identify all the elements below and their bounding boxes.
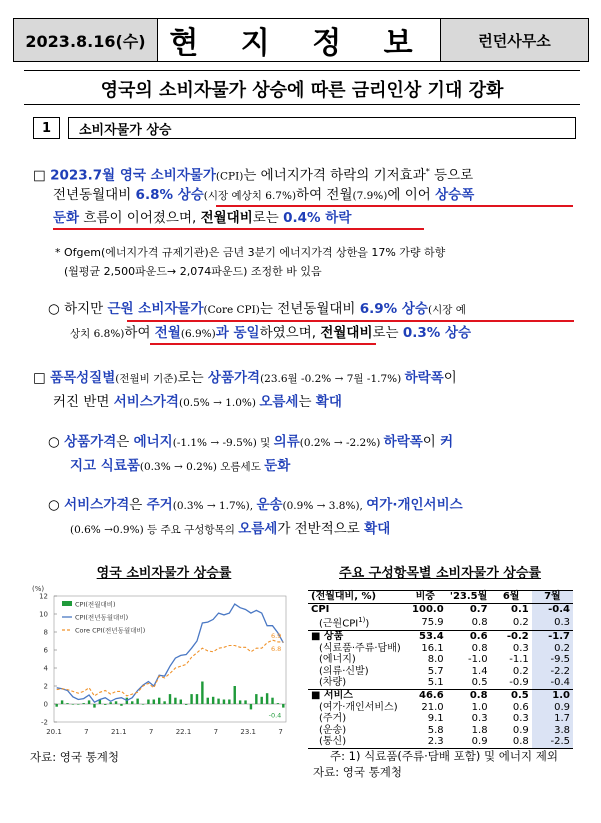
report-date: 2023.8.16(수) xyxy=(14,19,158,61)
table-cell: 0.8 xyxy=(471,642,488,654)
text-run: (0.6% →0.9%) 등 주요 구성항목의 xyxy=(70,524,239,536)
report-header xyxy=(13,18,589,62)
square-bullet: □ xyxy=(33,370,46,386)
table-cell: 2.3 xyxy=(404,736,447,748)
table-cell: 0.8 xyxy=(447,615,491,630)
table-cell: 0.8 xyxy=(469,690,488,702)
text-run: 이 xyxy=(443,370,457,386)
table-cell: 0.2 xyxy=(512,665,529,677)
table-row xyxy=(308,603,573,615)
table-cell: 1.0 xyxy=(532,690,573,702)
table-cell: 5.1 xyxy=(404,677,447,689)
table-cell: 0.5 xyxy=(511,690,529,702)
text-run: 는 xyxy=(298,394,316,410)
text-run: 가 전반적으로 xyxy=(277,521,365,537)
table-row-label: (주거) xyxy=(319,713,347,725)
paragraph-goods xyxy=(48,431,583,455)
table-row-label: ■ 서비스 xyxy=(311,690,353,702)
bar-mom xyxy=(271,698,273,704)
text-run: 하락폭 xyxy=(383,434,423,450)
bar-mom xyxy=(82,703,84,704)
table-cell: 1.4 xyxy=(471,665,488,677)
bar-mom xyxy=(255,694,257,704)
table-cell: 0.9 xyxy=(532,702,573,714)
table-cell: 75.9 xyxy=(404,615,447,630)
bar-mom xyxy=(223,700,225,705)
table-cell: 0.2 xyxy=(491,615,532,630)
square-bullet: □ xyxy=(33,167,46,184)
text-run: 은 xyxy=(129,497,147,513)
text-run: (-1.1% → -9.5%) 및 xyxy=(172,437,274,449)
table-cell: -0.2 xyxy=(506,631,529,643)
bar-mom xyxy=(88,700,90,704)
bar-mom xyxy=(131,701,133,704)
text-run: (Core CPI) xyxy=(203,304,260,316)
circle-bullet: ○ xyxy=(48,497,60,513)
table-cell: -9.5 xyxy=(532,654,573,666)
table-cell: 16.1 xyxy=(421,642,444,654)
bar-mom xyxy=(136,699,138,704)
table-header-cell: '23.5월 xyxy=(447,591,491,604)
text-run: 상품가격 xyxy=(64,434,117,450)
paragraph-services-line2 xyxy=(70,518,583,542)
table-source: 자료: 영국 통계청 xyxy=(313,765,402,779)
text-run: 의류 xyxy=(273,434,300,450)
circle-bullet: ○ xyxy=(48,301,60,317)
text-run: (CPI) xyxy=(215,170,244,183)
table-row xyxy=(308,666,573,678)
paragraph-cpi-line3 xyxy=(53,207,583,230)
table-row xyxy=(308,654,573,666)
table-cell: 1.7 xyxy=(532,713,573,725)
table-row xyxy=(308,702,573,714)
circle-bullet: ○ xyxy=(48,434,60,450)
table-cell: 0.2 xyxy=(532,643,573,655)
table-row-label: (여가·개인서비스) xyxy=(319,701,398,713)
text-run: (0.3% → 0.2%) 오름세도 xyxy=(139,461,265,473)
table-row xyxy=(308,677,573,689)
bar-mom xyxy=(180,700,182,705)
bar-mom xyxy=(169,694,171,704)
legend-label: CPI(전월대비) xyxy=(75,600,116,609)
bar-mom xyxy=(61,700,63,704)
bar-mom xyxy=(266,693,268,704)
table-cell: 0.5 xyxy=(447,677,491,689)
bar-mom xyxy=(142,704,144,705)
table-cell: 0.6 xyxy=(512,701,529,713)
bar-mom xyxy=(185,704,187,705)
text-run: 오름세 xyxy=(238,521,278,537)
text-run: 이 xyxy=(422,434,441,450)
table-cell: 46.6 xyxy=(418,690,444,702)
text-run: 하여 xyxy=(124,325,155,341)
text-run: 둔화 xyxy=(53,210,80,226)
text-run: (0.2% → -2.2%) xyxy=(299,437,384,449)
table-title: 주요 구성항목별 소비자물가 상승률 xyxy=(339,566,541,581)
x-tick-label: 20.1 xyxy=(46,728,62,736)
y-tick-label: 12 xyxy=(39,592,48,601)
end-label-core: 6.9 xyxy=(270,631,282,640)
table-header-cell: (전월대비, %) xyxy=(308,591,404,604)
table-cell: 0.9 xyxy=(512,724,529,736)
text-run: 6.9% 상승 xyxy=(359,301,428,317)
unit-label: (%) xyxy=(32,585,45,593)
table-row xyxy=(308,643,573,655)
bar-mom xyxy=(250,704,252,709)
table-cell: -1.0 xyxy=(468,654,488,666)
table-row-label: (차량) xyxy=(308,677,404,689)
x-tick-label: 7 xyxy=(213,728,219,736)
y-tick-label: 10 xyxy=(39,610,48,619)
table-cell: 21.0 xyxy=(421,701,444,713)
table-cell: -1.7 xyxy=(532,631,573,643)
legend-swatch xyxy=(62,601,72,606)
text-run: 하지만 xyxy=(64,301,108,317)
main-title: 영국의 소비자물가 상승에 따른 금리인상 기대 강화 xyxy=(100,80,504,101)
bar-mom xyxy=(163,701,165,704)
table-row xyxy=(308,736,573,748)
text-run: 는 에너지가격 하락의 기저효과 xyxy=(243,167,426,184)
y-tick-label: 6 xyxy=(43,646,48,655)
table-row-label: (근원CPI$^{1)}$) xyxy=(308,615,404,630)
table-cell: 3.8 xyxy=(532,725,573,737)
text-run: (23.6월 -0.2% → 7월 -1.7%) xyxy=(260,373,405,385)
bar-mom xyxy=(153,700,155,705)
bar-mom xyxy=(212,697,214,704)
section-title: 소비자물가 상승 xyxy=(68,117,576,139)
text-run: (전월비 기준) xyxy=(115,373,178,385)
footnote-mark: * xyxy=(425,167,430,176)
office-name: 런던사무소 xyxy=(440,19,588,61)
text-run: 에너지 xyxy=(133,434,173,450)
text-run: 상치 6.8%) xyxy=(70,328,125,340)
table-cell: 9.1 xyxy=(427,713,444,725)
x-tick-label: 22.1 xyxy=(175,728,192,736)
text-run: 상승폭 xyxy=(435,187,475,203)
x-tick-label: 7 xyxy=(148,728,154,736)
cpi-components-table xyxy=(308,590,573,749)
bar-mom xyxy=(261,697,263,704)
table-cell: 0.6 xyxy=(469,631,488,643)
text-run: 하여 전월 xyxy=(296,187,353,203)
bar-mom xyxy=(158,698,160,704)
y-tick-label: 8 xyxy=(43,628,48,637)
text-run: 은 xyxy=(116,434,134,450)
table-cell: -2.2 xyxy=(532,666,573,678)
bar-mom xyxy=(217,699,219,704)
text-run: (시장 예 xyxy=(427,304,466,316)
table-row xyxy=(308,690,573,702)
text-run: 여가·개인서비스 xyxy=(366,497,463,513)
text-run: 품목성질별 xyxy=(50,370,116,386)
paragraph-core-cpi xyxy=(48,298,583,322)
table-footnote: 주: 1) 식료품(주류·담배 포함) 및 에너지 제외 xyxy=(330,749,558,763)
text-run: 상품가격 xyxy=(207,370,261,386)
paragraph-goods-line2 xyxy=(70,455,583,479)
red-underline xyxy=(53,228,424,230)
title-bottom-rule xyxy=(24,104,580,105)
bar-mom xyxy=(120,704,122,706)
text-run: 에 이어 xyxy=(387,187,436,203)
text-run: 전월대비 xyxy=(320,325,373,341)
title-top-rule xyxy=(24,70,580,71)
text-run: 근원 소비자물가 xyxy=(107,301,204,317)
table-cell: 0.3 xyxy=(512,713,529,725)
text-run: 전월 xyxy=(154,325,181,341)
table-row-label: (식료품·주류·담배) xyxy=(319,642,401,654)
bar-mom xyxy=(93,704,95,708)
bar-mom xyxy=(109,702,111,704)
table-row xyxy=(308,713,573,725)
bar-mom xyxy=(115,701,117,704)
text-run: 주거 xyxy=(146,497,173,513)
chart-title: 영국 소비자물가 상승률 xyxy=(96,566,232,581)
bar-mom xyxy=(104,704,106,705)
x-tick-label: 23.1 xyxy=(240,728,257,736)
table-cell: 1.0 xyxy=(471,701,488,713)
text-run: 로는 xyxy=(372,325,403,341)
text-run: 는 전년동월대비 xyxy=(259,301,360,317)
text-run: 등으로 xyxy=(429,167,474,184)
bar-mom xyxy=(239,700,241,704)
end-label-mom: -0.4 xyxy=(268,711,282,720)
text-run: 2023.7월 영국 소비자물가 xyxy=(50,167,216,184)
text-run: 서비스가격 xyxy=(113,394,179,410)
text-run: 과 동일 xyxy=(215,325,260,341)
bar-mom xyxy=(228,700,230,705)
table-cell: 0.8 xyxy=(491,736,532,748)
line-core-yoy xyxy=(57,640,284,696)
text-run: 0.4% 하락 xyxy=(283,210,352,226)
end-label-cpi: 6.8 xyxy=(270,644,282,653)
text-run: 서비스가격 xyxy=(64,497,130,513)
bar-mom xyxy=(277,703,279,704)
table-cell: 100.0 xyxy=(412,603,444,615)
table-header-cell: 7월 xyxy=(532,591,573,604)
x-tick-label: 7 xyxy=(278,728,283,736)
bar-mom xyxy=(66,703,68,704)
table-cell: 8.0 xyxy=(427,654,444,666)
bar-mom xyxy=(174,698,176,704)
text-run: 전년동월대비 xyxy=(53,187,136,203)
footnote-line: * Ofgem(에너지가격 규제기관)은 금년 3분기 에너지가격 상한을 17% 가량 하향 xyxy=(55,246,446,259)
text-run: 흐름이 이어졌으며, xyxy=(79,210,201,226)
bar-mom xyxy=(244,700,246,704)
paragraph-by-item xyxy=(33,367,583,391)
table-header-cell: 6월 xyxy=(491,591,532,604)
table-cell: -1.1 xyxy=(509,654,529,666)
section-number: 1 xyxy=(33,117,60,139)
text-run: 확대 xyxy=(315,394,342,410)
text-run: 로는 xyxy=(252,210,284,226)
bar-mom xyxy=(234,686,236,704)
red-underline xyxy=(150,343,376,345)
legend-label: CPI(전년동월대비) xyxy=(75,613,129,622)
text-run: (7.9%) xyxy=(352,190,388,202)
text-run: (0.5% → 1.0%) xyxy=(178,397,260,409)
table-cell: -0.4 xyxy=(532,603,573,615)
text-run: 6.8% 상승 xyxy=(135,187,204,203)
text-run: 커 xyxy=(440,434,454,450)
table-cell: 0.7 xyxy=(469,603,488,615)
footnote-ofgem xyxy=(55,243,585,281)
bar-mom xyxy=(55,704,57,707)
report-title: 현 지 정 보 xyxy=(169,26,429,61)
bar-mom xyxy=(282,704,284,708)
footnote-mark: 1) xyxy=(358,616,366,625)
text-run: 하락폭 xyxy=(404,370,444,386)
y-tick-label: 4 xyxy=(43,664,48,673)
table-row-label: ■ 상품 xyxy=(311,631,344,643)
bar-mom xyxy=(201,682,203,705)
red-underline xyxy=(127,320,574,322)
bar-mom xyxy=(207,698,209,704)
table-cell: 0.1 xyxy=(511,603,529,615)
table-row-label: CPI xyxy=(311,603,330,615)
bar-mom xyxy=(190,694,192,704)
text-run: 확대 xyxy=(364,521,391,537)
paragraph-services xyxy=(48,494,583,518)
table-row-label: (의류·신발) xyxy=(319,665,369,677)
table-row xyxy=(308,615,573,630)
table-cell: 0.3 xyxy=(512,642,529,654)
bar-mom xyxy=(196,694,198,704)
text-run: 하였으며, xyxy=(259,325,321,341)
y-tick-label: 0 xyxy=(43,700,48,709)
table-row-label: (에너지) xyxy=(319,654,356,666)
table-cell: -0.9 xyxy=(491,677,532,689)
table-cell: 53.4 xyxy=(418,631,444,643)
table-row-label: (통신) xyxy=(308,736,404,748)
table-row xyxy=(308,631,573,643)
bar-mom xyxy=(77,704,79,705)
text-run: 둔화 xyxy=(264,458,291,474)
bar-mom xyxy=(72,704,74,705)
red-underline xyxy=(216,205,573,207)
text-run: 지고 식료품 xyxy=(70,458,140,474)
chart-source: 자료: 영국 통계청 xyxy=(30,750,119,764)
table-cell: 5.8 xyxy=(427,724,444,736)
text-run: 오름세 xyxy=(259,394,299,410)
paragraph-by-item-line2 xyxy=(53,391,583,415)
text-run: (시장 예상치 6.7%) xyxy=(203,190,297,202)
text-run: (6.9%) xyxy=(180,328,216,340)
y-tick-label: 2 xyxy=(43,682,48,691)
table-cell: 0.3 xyxy=(532,615,573,630)
table-cell: 0.9 xyxy=(447,736,491,748)
cpi-line-chart xyxy=(28,584,296,742)
table-cell: -0.4 xyxy=(532,677,573,689)
text-run: 운송 xyxy=(256,497,283,513)
table-cell: 5.7 xyxy=(427,665,444,677)
text-run: 커진 반면 xyxy=(53,394,114,410)
text-run: 전월대비 xyxy=(200,210,253,226)
table-cell: -2.5 xyxy=(532,736,573,748)
x-tick-label: 21.1 xyxy=(110,728,127,736)
y-tick-label: -2 xyxy=(41,718,48,727)
text-run: 0.3% 상승 xyxy=(402,325,472,341)
text-run: (0.9% → 3.8%), xyxy=(282,500,367,512)
table-header-cell: 비중 xyxy=(404,591,447,604)
table-row xyxy=(308,725,573,737)
bar-mom xyxy=(147,700,149,705)
text-run: (0.3% → 1.7%), xyxy=(172,500,257,512)
legend-label: Core CPI(전년동월대비) xyxy=(75,626,146,635)
table-row-label: (운송) xyxy=(319,724,347,736)
table-cell: 0.3 xyxy=(471,713,488,725)
table-header-row xyxy=(308,591,573,604)
x-tick-label: 7 xyxy=(84,728,89,736)
footnote-line: (월평균 2,500파운드→ 2,074파운드) 조정한 바 있음 xyxy=(64,265,322,278)
cpi-table xyxy=(308,590,573,749)
table-cell: 1.8 xyxy=(471,724,488,736)
text-run: 로는 xyxy=(177,370,208,386)
